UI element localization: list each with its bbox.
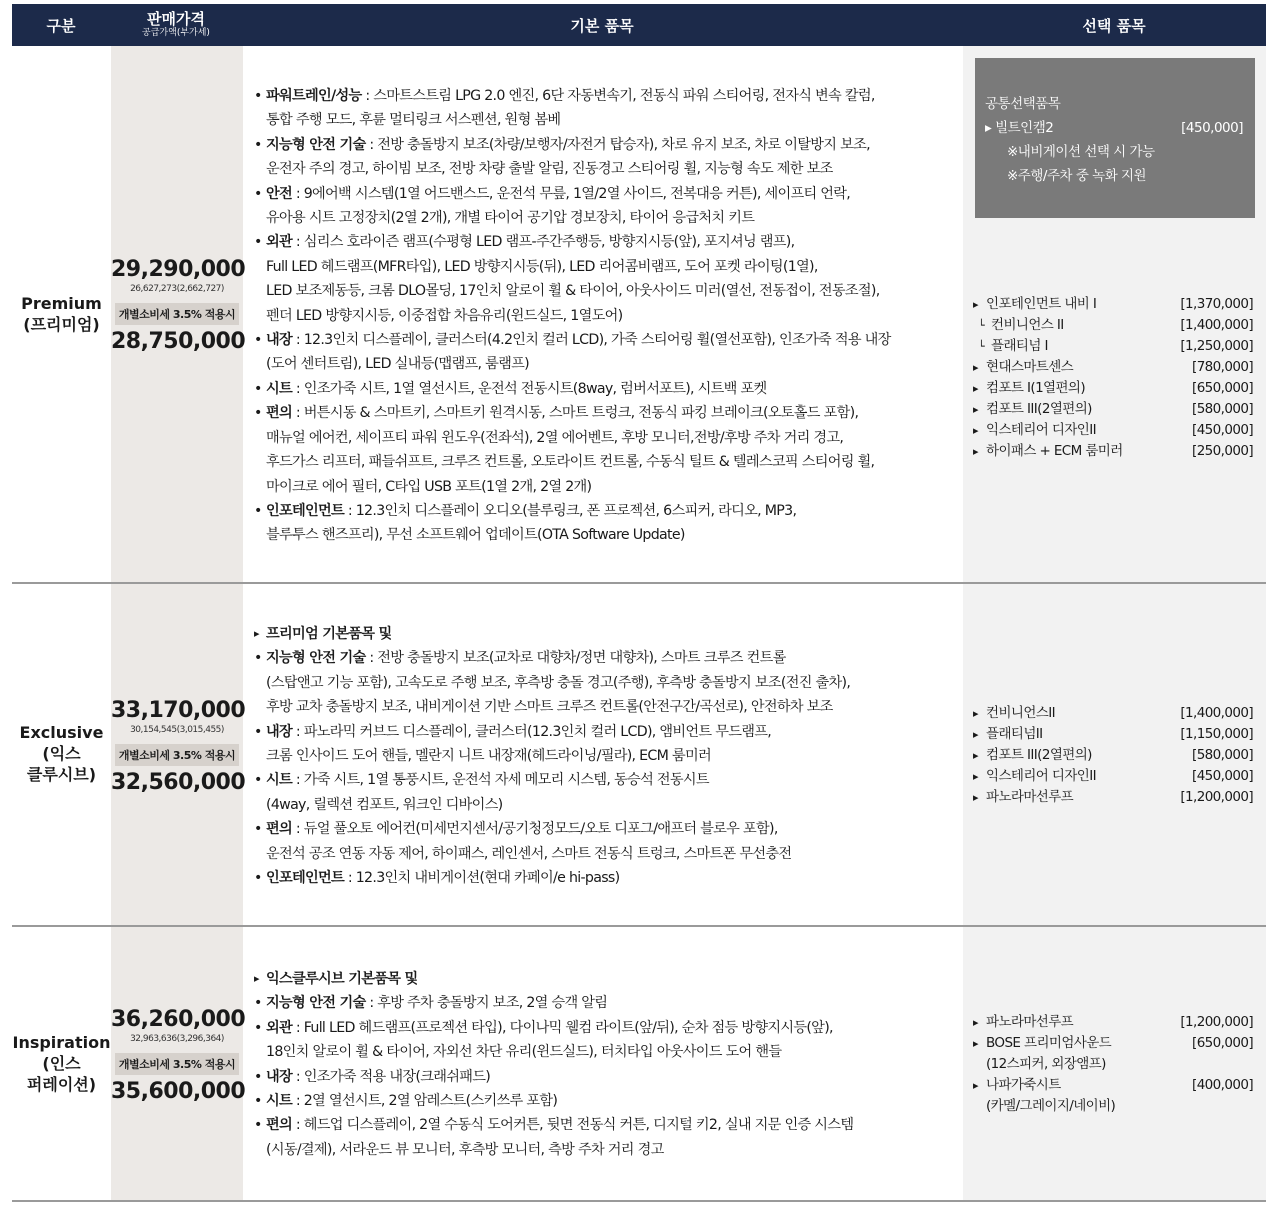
basic-item-text: (도어 센터트림), LED 실내등(맵램프, 룸램프) — [266, 356, 529, 373]
basic-item-label: 안전 — [266, 185, 293, 202]
basic-item — [254, 991, 959, 1015]
basic-item-text: : 인조가죽 시트, 1열 열선시트, 운전석 전동시트(8way, 럼버서포트), 시트백 포켓 — [292, 380, 767, 397]
basic-item — [254, 230, 959, 328]
basic-item-label: 시트 — [266, 772, 293, 789]
tax-price: 35,600,000 — [111, 1079, 246, 1104]
option-item — [973, 1075, 1253, 1096]
basic-item-text: : 후방 주차 충돌방지 보조, 2열 승객 알림 — [365, 995, 608, 1012]
supply-price: 26,627,273(2,662,727) — [130, 284, 224, 294]
option-name: ▸ 컴포트 I(1열편의) — [973, 378, 1085, 399]
price-block-inspiration — [111, 1007, 246, 1105]
option-name: ▸ BOSE 프리미엄사운드 — [973, 1033, 1111, 1054]
option-price: [1,150,000] — [1180, 726, 1253, 742]
option-price: [1,400,000] — [1180, 317, 1253, 333]
table-header — [12, 4, 1266, 46]
basic-item-text: : 헤드업 디스플레이, 2열 수동식 도어커튼, 뒷면 전동식 커튼, 디지털 키2, 실내 지문 인증 시스템 — [292, 1117, 854, 1134]
option-name: ▸ 익스테리어 디자인II — [973, 766, 1096, 787]
option-name: ▸ 컨비니언스II — [973, 703, 1055, 724]
basic-item — [254, 499, 959, 548]
option-price: [1,370,000] — [1180, 296, 1253, 312]
option-name: ▸ 인포테인먼트 내비 I — [973, 294, 1096, 315]
option-name: (12스피커, 외장앰프) — [986, 1056, 1106, 1072]
common-option-name-text: 빌트인캠2 — [995, 120, 1054, 136]
price-block-premium — [111, 257, 246, 355]
basic-item-text: 후드가스 리프터, 패들쉬프트, 크루즈 컨트롤, 오토라이트 컨트롤, 수동식 틸트 & 텔레스코픽 스티어링 휠, — [266, 454, 875, 471]
option-item — [973, 315, 1253, 336]
header-basic — [242, 4, 962, 46]
option-item — [973, 745, 1253, 766]
trim-name-en: Inspiration — [12, 1033, 111, 1052]
basic-item-text: : 인조가죽 적용 내장(크래쉬패드) — [292, 1068, 491, 1085]
header-gubun-label: 구분 — [46, 16, 76, 35]
option-price: [1,400,000] — [1180, 705, 1253, 721]
basic-item-text: (4way, 릴렉션 컴포트, 워크인 디바이스) — [266, 796, 503, 813]
basic-item-label: 시트 — [266, 1093, 293, 1110]
option-item — [973, 787, 1253, 808]
option-item — [973, 357, 1253, 378]
basic-head: ▸ 프리미엄 기본품목 및 — [254, 622, 959, 646]
option-name: ▸ 나파가죽시트 — [973, 1075, 1061, 1096]
option-item — [973, 703, 1253, 724]
basic-item-label: 외관 — [266, 234, 293, 251]
header-option — [962, 4, 1266, 46]
basic-item-text: : 심리스 호라이즌 램프(수평형 LED 램프-주간주행등, 방향지시등(앞), 포지셔닝 램프), — [292, 234, 795, 251]
header-price-sub: 공급가액(부가세) — [142, 28, 210, 38]
trim-name-ko: (익스 클루시브) — [26, 744, 97, 784]
basic-item — [254, 1016, 959, 1065]
basic-item-text: : 2열 열선시트, 2열 암레스트(스키쓰루 포함) — [292, 1093, 558, 1110]
option-name: └ 플래티넘 I — [973, 336, 1048, 357]
header-option-label: 선택 품목 — [1082, 16, 1146, 35]
option-list-premium — [973, 294, 1253, 462]
basic-item-text: 통합 주행 모드, 후륜 멀티링크 서스펜션, 원형 봄베 — [266, 112, 561, 129]
option-list-exclusive — [973, 703, 1253, 808]
supply-price: 30,154,545(3,015,455) — [130, 725, 224, 735]
basic-item-label: 지능형 안전 기술 — [266, 650, 366, 667]
basic-item — [254, 133, 959, 182]
basic-item-text: : 전방 충돌방지 보조(교차로 대향차/정면 대향차), 스마트 크루즈 컨트롤 — [365, 650, 786, 667]
basic-item-text: 펜더 LED 방향지시등, 이중접합 차음유리(윈드실드, 1열도어) — [266, 307, 623, 324]
option-name: ▸ 하이패스 + ECM 룸미러 — [973, 441, 1123, 462]
basic-item-text: : Full LED 헤드램프(프로젝션 타입), 다이나믹 웰컴 라이트(앞/뒤), 순차 점등 방향지시등(앞), — [292, 1019, 833, 1036]
header-price-label: 판매가격 — [147, 10, 205, 28]
basic-item-text: 운전석 공조 연동 자동 제어, 하이패스, 레인센서, 스마트 전동식 트렁크, 스마트폰 무선충전 — [266, 845, 792, 862]
basic-item-text: 매뉴얼 에어컨, 세이프티 파워 윈도우(전좌석), 2열 에어벤트, 후방 모니터,전방/후방 주차 거리 경고, — [266, 429, 844, 446]
basic-item-label: 편의 — [266, 405, 293, 422]
basic-item-text: : 가죽 시트, 1열 통풍시트, 운전석 자세 메모리 시스템, 동승석 전동시트 — [292, 772, 709, 789]
common-option-item — [985, 116, 1243, 140]
common-option-name: ▸ 빌트인캠2 — [985, 120, 1054, 136]
basic-item-label: 지능형 안전 기술 — [266, 136, 366, 153]
common-option-box — [975, 58, 1255, 218]
option-item — [973, 1033, 1253, 1054]
option-name: ▸ 플래티넘II — [973, 724, 1043, 745]
basic-item-label: 인포테인먼트 — [266, 870, 345, 887]
option-price: [250,000] — [1192, 443, 1253, 459]
basic-item-text: (시동/결제), 서라운드 뷰 모니터, 후측방 모니터, 측방 주차 거리 경고 — [266, 1141, 664, 1158]
row-divider — [12, 925, 1266, 927]
option-price: [650,000] — [1192, 380, 1253, 396]
price-block-exclusive — [111, 698, 246, 796]
option-price: [450,000] — [1192, 768, 1253, 784]
row-divider — [12, 582, 1266, 584]
option-price: [1,200,000] — [1180, 789, 1253, 805]
basic-item-text: : 12.3인치 내비게이션(현대 카페이/e hi-pass) — [344, 870, 620, 887]
header-gubun — [12, 4, 110, 46]
option-list-inspiration — [973, 1012, 1253, 1117]
tax-badge: 개별소비세 3.5% 적용시 — [115, 303, 239, 325]
option-name: └ 컨비니언스 II — [973, 315, 1064, 336]
basic-item — [254, 720, 959, 769]
basic-item-text: (스탑앤고 기능 포함), 고속도로 주행 보조, 후측방 충돌 경고(주행), 후측방 충돌방지 보조(전진 출차), — [266, 674, 851, 691]
basic-item-text: 마이크로 에어 필터, C타입 USB 포트(1열 2개, 2열 2개) — [266, 478, 592, 495]
common-option-title: 공통선택품목 — [985, 96, 1061, 112]
option-item — [973, 766, 1253, 787]
basic-item-text: : 파노라믹 커브드 디스플레이, 클러스터(12.3인치 컬러 LCD), 앰비언트 무드램프, — [292, 723, 772, 740]
option-item — [973, 420, 1253, 441]
option-name: ▸ 익스테리어 디자인II — [973, 420, 1096, 441]
option-item — [973, 1096, 1253, 1117]
basic-item-text: : 버튼시동 & 스마트키, 스마트키 원격시동, 스마트 트렁크, 전동식 파킹 브레이크(오토홀드 포함), — [292, 405, 859, 422]
trim-name-en: Premium — [21, 294, 102, 313]
basic-item-label: 편의 — [266, 821, 293, 838]
basic-item-text: LED 보조제동등, 크롬 DLO몰딩, 17인치 알로이 휠 & 타이어, 아웃사이드 미러(열선, 전동접이, 전동조절), — [266, 283, 880, 300]
basic-item — [254, 768, 959, 817]
basic-item-label: 파워트레인/성능 — [266, 88, 362, 104]
option-item — [973, 294, 1253, 315]
basic-item-text: : 12.3인치 디스플레이, 클러스터(4.2인치 컬러 LCD), 가죽 스티어링 휠(열선포함), 인조가죽 적용 내장 — [292, 332, 891, 349]
basic-item-label: 시트 — [266, 380, 293, 397]
basic-item — [254, 328, 959, 377]
common-option-note: ※내비게이션 선택 시 가능 — [1007, 144, 1155, 160]
basic-item — [254, 646, 959, 719]
basic-item — [254, 84, 959, 133]
basic-item — [254, 182, 959, 231]
option-item — [973, 378, 1253, 399]
basic-item — [254, 1113, 959, 1162]
option-price: [580,000] — [1192, 747, 1253, 763]
sale-price: 33,170,000 — [111, 698, 246, 723]
basic-item-label: 인포테인먼트 — [266, 502, 345, 519]
basic-item-text: 크롬 인사이드 도어 핸들, 멜란지 니트 내장재(헤드라이닝/필라), ECM 룸미러 — [266, 748, 712, 765]
sale-price: 36,260,000 — [111, 1007, 246, 1032]
option-name: (카멜/그레이지/네이비) — [986, 1098, 1116, 1114]
sale-price: 29,290,000 — [111, 257, 246, 282]
basic-item-label: 외관 — [266, 1019, 293, 1036]
row-divider — [12, 1200, 1266, 1202]
tax-price: 32,560,000 — [111, 770, 246, 795]
option-name: ▸ 현대스마트센스 — [973, 357, 1073, 378]
option-item — [973, 441, 1253, 462]
basic-item-label: 내장 — [266, 332, 293, 349]
common-option-note: ※주행/주차 중 녹화 지원 — [1007, 168, 1147, 184]
option-item — [973, 399, 1253, 420]
basic-items-exclusive — [254, 622, 959, 890]
option-item — [973, 1012, 1253, 1033]
option-name: ▸ 컴포트 III(2열편의) — [973, 399, 1092, 420]
basic-item-text: : 전방 충돌방지 보조(차량/보행자/자전거 탑승자), 차로 유지 보조, 차로 이탈방지 보조, — [365, 136, 870, 153]
option-name: ▸ 파노라마선루프 — [973, 1012, 1073, 1033]
trim-name-ko: (프리미엄) — [23, 315, 100, 334]
basic-item-text: : 12.3인치 디스플레이 오디오(블루링크, 폰 프로젝션, 6스피커, 라디오, MP3, — [344, 502, 797, 519]
option-name: ▸ 파노라마선루프 — [973, 787, 1073, 808]
option-price: [400,000] — [1192, 1077, 1253, 1093]
basic-item-text: Full LED 헤드램프(MFR타입), LED 방향지시등(뒤), LED 리어콤비램프, 도어 포켓 라이팅(1열), — [266, 258, 818, 275]
option-price: [650,000] — [1192, 1035, 1253, 1051]
trim-name-ko: (인스 퍼레이션) — [26, 1054, 97, 1094]
tax-badge: 개별소비세 3.5% 적용시 — [115, 744, 239, 766]
basic-item-label: 지능형 안전 기술 — [266, 995, 366, 1012]
basic-items-inspiration — [254, 967, 959, 1162]
basic-head: ▸ 익스클루시브 기본품목 및 — [254, 967, 959, 991]
header-basic-label: 기본 품목 — [570, 16, 634, 35]
basic-item-text: : 듀얼 풀오토 에어컨(미세먼지센서/공기청정모드/오토 디포그/애프터 블로우 포함), — [292, 821, 778, 838]
option-item — [973, 336, 1253, 357]
option-price: [450,000] — [1192, 422, 1253, 438]
supply-price: 32,963,636(3,296,364) — [130, 1034, 224, 1044]
basic-item — [254, 817, 959, 866]
basic-item-text: 유아용 시트 고정장치(2열 2개), 개별 타이어 공기압 경보장치, 타이어 응급처치 키트 — [266, 210, 755, 227]
option-price: [1,200,000] — [1180, 1014, 1253, 1030]
trim-name-en: Exclusive — [19, 723, 104, 742]
basic-item — [254, 377, 959, 401]
trim-name-premium — [12, 293, 111, 335]
basic-item-text: 후방 교차 충돌방지 보조, 내비게이션 기반 스마트 크루즈 컨트롤(안전구간/곡선로), 안전하차 보조 — [266, 699, 833, 716]
common-option-price: [450,000] — [1181, 120, 1243, 136]
basic-items-premium — [254, 84, 959, 548]
basic-item-text: 운전자 주의 경고, 하이빔 보조, 전방 차량 출발 알림, 진동경고 스티어링 휠, 지능형 속도 제한 보조 — [266, 161, 833, 178]
basic-item — [254, 1065, 959, 1089]
basic-item-text: : 스마트스트림 LPG 2.0 엔진, 6단 자동변속기, 전동식 파워 스티어링, 전자식 변속 칼럼, — [361, 88, 875, 104]
option-price: [580,000] — [1192, 401, 1253, 417]
basic-item-text: 18인치 알로이 휠 & 타이어, 자외선 차단 유리(윈드실드), 터치타입 아웃사이드 도어 핸들 — [266, 1044, 782, 1061]
tax-badge: 개별소비세 3.5% 적용시 — [115, 1053, 239, 1075]
trim-name-exclusive — [12, 722, 111, 785]
basic-item-label: 내장 — [266, 723, 293, 740]
basic-item-text: : 9에어백 시스템(1열 어드밴스드, 운전석 무릎, 1열/2열 사이드, 전복대응 커튼), 세이프티 언락, — [292, 185, 851, 202]
basic-item — [254, 1089, 959, 1113]
basic-item-label: 내장 — [266, 1068, 293, 1085]
basic-item-text: 블루투스 핸즈프리), 무선 소프트웨어 업데이트(OTA Software Update) — [266, 527, 685, 544]
basic-item — [254, 866, 959, 890]
option-price: [780,000] — [1192, 359, 1253, 375]
basic-item-label: 편의 — [266, 1117, 293, 1134]
header-price — [110, 4, 242, 46]
option-price: [1,250,000] — [1180, 338, 1253, 354]
basic-item — [254, 401, 959, 499]
option-item — [973, 724, 1253, 745]
option-name: ▸ 컴포트 III(2열편의) — [973, 745, 1092, 766]
trim-name-inspiration — [12, 1032, 111, 1095]
tax-price: 28,750,000 — [111, 329, 246, 354]
option-item — [973, 1054, 1253, 1075]
